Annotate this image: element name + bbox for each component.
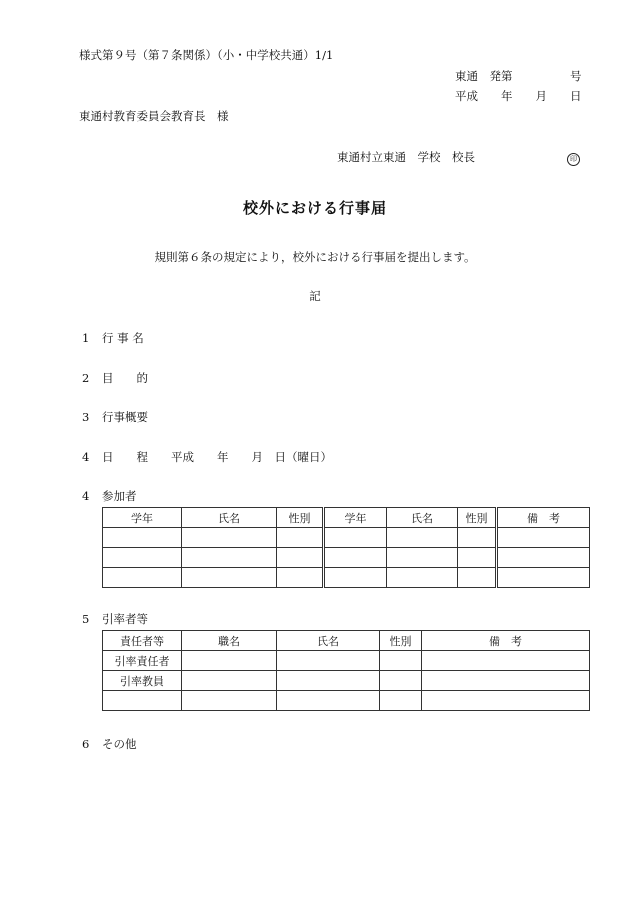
table-cell	[277, 651, 380, 671]
table-header: 性別	[458, 508, 497, 528]
item-number: 4	[82, 450, 90, 464]
table-cell	[103, 548, 182, 568]
table-cell	[182, 671, 277, 691]
table-header: 氏名	[277, 631, 380, 651]
table-cell	[497, 528, 590, 548]
table-cell	[324, 528, 387, 548]
table-cell	[497, 568, 590, 588]
item-number: 1	[82, 331, 90, 345]
table-header: 備 考	[422, 631, 590, 651]
table-row	[103, 691, 590, 711]
table-cell	[422, 651, 590, 671]
recipient: 東通村教育委員会教育長 様	[79, 109, 229, 123]
table-cell	[182, 651, 277, 671]
table-cell	[277, 528, 324, 548]
leaders-table	[102, 630, 590, 711]
table-cell	[458, 568, 497, 588]
table-header: 性別	[277, 508, 324, 528]
item-number: 4	[82, 489, 90, 503]
table-cell	[458, 548, 497, 568]
item-other: その他	[102, 737, 137, 751]
seal-icon: 印	[567, 153, 580, 166]
table-cell	[182, 548, 277, 568]
item-number: 2	[82, 371, 90, 385]
table-row	[103, 568, 590, 588]
table-cell	[387, 528, 458, 548]
table-header: 学年	[103, 508, 182, 528]
table-cell	[458, 528, 497, 548]
table-cell	[387, 568, 458, 588]
document-number: 東通 発第 号	[455, 69, 582, 83]
table-row	[103, 528, 590, 548]
table-cell	[103, 528, 182, 548]
item-number: 3	[82, 410, 90, 424]
participants-table	[102, 507, 590, 588]
item-participants: 参加者	[102, 489, 137, 503]
seal-mark	[567, 151, 580, 166]
table-cell	[380, 671, 422, 691]
item-purpose: 目 的	[102, 371, 148, 385]
table-cell	[182, 568, 277, 588]
table-cell	[277, 671, 380, 691]
table-cell	[277, 691, 380, 711]
table-header: 氏名	[387, 508, 458, 528]
form-number: 様式第９号（第７条関係）（小・中学校共通）1/1	[79, 48, 334, 62]
table-header-row	[103, 631, 590, 651]
table-header: 備 考	[497, 508, 590, 528]
table-header-row	[103, 508, 590, 528]
table-header: 学年	[324, 508, 387, 528]
table-cell	[103, 568, 182, 588]
ki-heading: 記	[309, 289, 321, 303]
table-cell	[422, 671, 590, 691]
table-cell	[324, 548, 387, 568]
document-date: 平成 年 月 日	[455, 89, 582, 103]
table-cell	[182, 528, 277, 548]
page-title: 校外における行事届	[242, 199, 387, 217]
table-header: 性別	[380, 631, 422, 651]
row-label: 引率責任者	[103, 651, 182, 671]
table-row	[103, 671, 590, 691]
table-cell	[497, 548, 590, 568]
table-header: 職名	[182, 631, 277, 651]
table-cell	[182, 691, 277, 711]
row-label: 引率教員	[103, 671, 182, 691]
item-leaders: 引率者等	[102, 612, 148, 626]
table-cell	[324, 568, 387, 588]
table-cell	[380, 651, 422, 671]
table-cell	[277, 548, 324, 568]
table-header: 氏名	[182, 508, 277, 528]
table-row	[103, 548, 590, 568]
table-cell	[422, 691, 590, 711]
item-event-name: 行 事 名	[102, 331, 144, 345]
item-number: 6	[82, 737, 90, 751]
table-cell	[277, 568, 324, 588]
table-cell	[387, 548, 458, 568]
row-label	[103, 691, 182, 711]
table-row	[103, 651, 590, 671]
item-number: 5	[82, 612, 90, 626]
item-schedule: 日 程 平成 年 月 日（曜日）	[102, 450, 332, 464]
table-cell	[380, 691, 422, 711]
sender: 東通村立東通 学校 校長	[337, 150, 475, 164]
item-overview: 行事概要	[102, 410, 148, 424]
intro-text: 規則第６条の規定により，校外における行事届を提出します。	[154, 250, 476, 264]
table-header: 責任者等	[103, 631, 182, 651]
